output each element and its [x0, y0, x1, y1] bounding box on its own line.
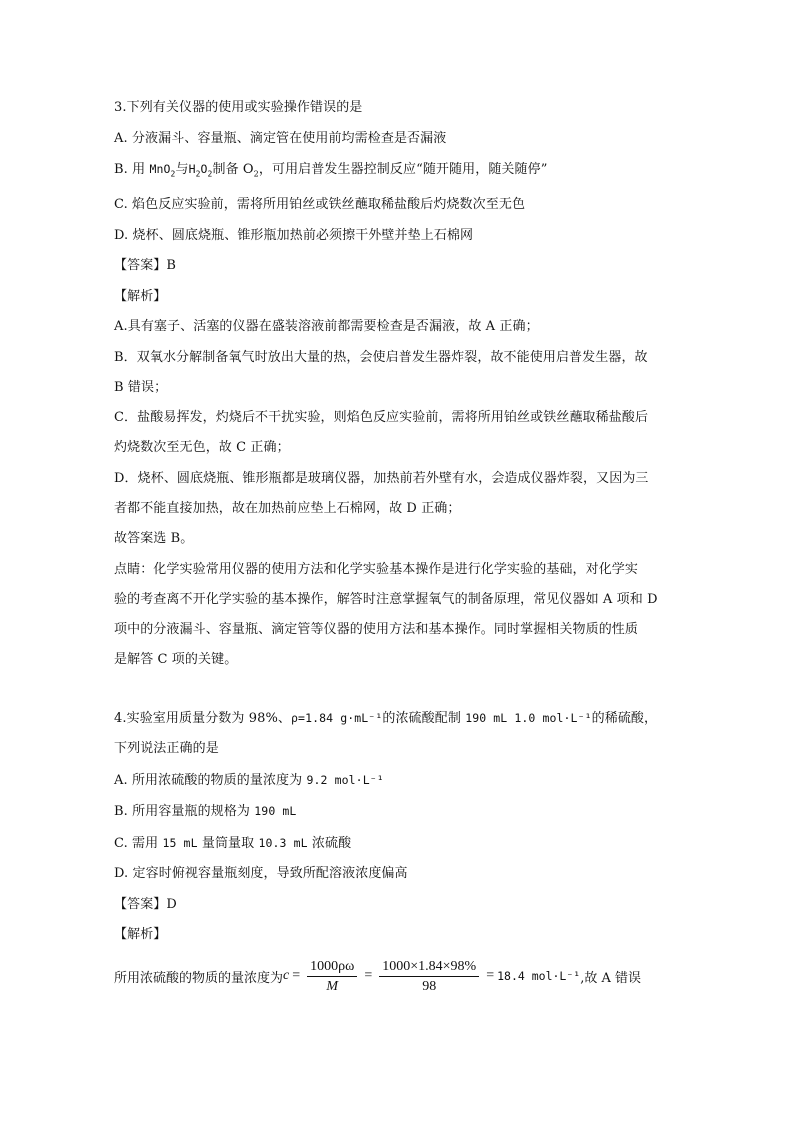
- fraction-symbolic: $\frac{1000\rho\omega}{M}$: [307, 958, 357, 995]
- q3-conclusion: 故答案选 B。: [114, 531, 194, 547]
- q4-option-c: C. 需用 15 mL 量筒量取 10.3 mL 浓硫酸: [114, 835, 352, 851]
- q3-explain-b: B．双氧水分解制备氧气时放出大量的热，会使启普发生器炸裂，故不能使用启普发生器，故 B 错误；: [114, 349, 648, 395]
- q3-option-d: D. 烧杯、圆底烧瓶、锥形瓶加热前必须擦干外壁并垫上石棉网: [114, 227, 474, 243]
- section-gap: [114, 682, 684, 710]
- q3-explain-a: A.具有塞子、活塞的仪器在盛装溶液前都需要检查是否漏液，故 A 正确；: [114, 319, 539, 335]
- q3-explain-d: D．烧杯、圆底烧瓶、锥形瓶都是玻璃仪器，加热前若外壁有水，会造成仪器炸裂，又因为三 者都不能直接加热，故在加热前应垫上石棉网，故 D 正确；: [114, 470, 649, 516]
- q3-tip: 点睛：化学实验常用仪器的使用方法和化学实验基本操作是进行化学实验的基础，对化学实 验的考查离不开化学实验的基本操作，解答时注意掌握氧气的制备原理，常见仪器如 A 项和 D 项中的分液漏斗、容量瓶、滴定管等仪器的使用方法和基本操作。同时掌握相关物质的性质 是解答 C 项的关键。: [114, 561, 658, 667]
- q3-option-c: C. 焰色反应实验前，需将所用铂丝或铁丝蘸取稀盐酸后灼烧数次至无色: [114, 197, 526, 213]
- q4-option-a: A. 所用浓硫酸的物质的量浓度为 9.2 mol·L⁻¹: [114, 772, 384, 788]
- q3-explain-c: C．盐酸易挥发，灼烧后不干扰实验，则焰色反应实验前，需将所用铂丝或铁丝蘸取稀盐酸后 灼烧数次至无色，故 C 正确；: [114, 410, 649, 456]
- q3-option-a: A. 分液漏斗、容量瓶、滴定管在使用前均需检查是否漏液: [114, 130, 447, 146]
- q3-analysis-title: 【解析】: [114, 288, 167, 304]
- document-page: [114, 100, 684, 995]
- q3-title: 3.下列有关仪器的使用或实验操作错误的是: [114, 100, 363, 115]
- fraction-numeric: $\frac{1000\times 1.84\times 98\%}{98}$: [379, 958, 479, 995]
- q4-title: 4.实验室用质量分数为 98%、ρ=1.84 g·mL⁻¹的浓硫酸配制 190 mL 1.0 mol·L⁻¹的稀硫酸， 下列说法正确的是: [114, 711, 658, 757]
- q4-option-b: B. 所用容量瓶的规格为 190 mL: [114, 804, 297, 820]
- q4-option-d: D. 定容时俯视容量瓶刻度，导致所配溶液浓度偏高: [114, 866, 408, 882]
- q3-option-b: B. 用 MnO$_2$与$H_2O_2$制备 $O_2$，可用启普发生器控制反应“随开随用，随关随停”: [114, 162, 548, 179]
- q4-answer: 【答案】D: [114, 896, 177, 912]
- q4-explain-formula: 所用浓硫酸的物质的量浓度为 c = $\frac{1000\rho\omega}{M}$ = $\frac{1000\times 1.84\times 98\%}{98}$ = 18.4 mol·L⁻¹ ,故 A 错误: [114, 958, 641, 994]
- q4-analysis-title: 【解析】: [114, 927, 167, 943]
- q3-answer: 【答案】B: [114, 258, 177, 274]
- concentration-formula: c = $\frac{1000\rho\omega}{M}$ = $\frac{1000\times 1.84\times 98\%}{98}$ =: [283, 958, 495, 994]
